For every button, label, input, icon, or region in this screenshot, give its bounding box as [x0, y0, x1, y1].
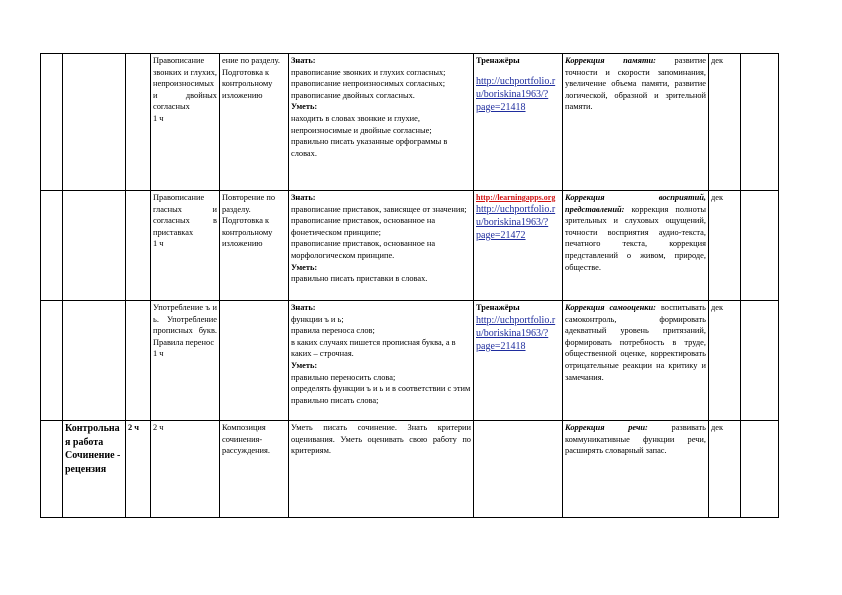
requirements-cell [289, 191, 474, 301]
hours-cell [126, 421, 151, 518]
correction-text: воспитывать самоконтроль, формировать адекватный уровень притязаний, формировать потребность в труде, общественной оценке, корректировать отрицательные реакции на критику и замечания. [565, 303, 706, 382]
know-item: правописание звонких и глухих согласных; [291, 67, 446, 77]
requirements-cell [289, 54, 474, 191]
table-row [41, 191, 779, 301]
table-row [41, 54, 779, 191]
resources-cell [474, 54, 563, 191]
requirements-cell [289, 421, 474, 518]
able-label: Уметь: [291, 102, 318, 112]
correction-cell [563, 421, 709, 518]
fact-date-cell [741, 301, 779, 421]
resources-cell [474, 421, 563, 518]
resource-label: Тренажёры [476, 56, 520, 65]
activity-text: ение по разделу. Подготовка к контрольному изложению [222, 56, 280, 100]
hours-cell [126, 54, 151, 191]
know-item: правописание приставок, зависящее от значения; [291, 204, 467, 214]
hours-cell [126, 191, 151, 301]
section-cell [63, 421, 126, 518]
table-row [41, 301, 779, 421]
know-item: правописание приставок, основанное на фонетическом принципе; [291, 216, 436, 237]
fact-date-cell [741, 191, 779, 301]
able-item: определять функции ъ и ь и в соответствии с этим правильно писать слова; [291, 384, 471, 405]
control-content: Уметь писать сочинение. Знать критерии оценивания. Уметь оценивать свою работу по критериям. [291, 423, 471, 456]
correction-label: Коррекция речи: [565, 423, 648, 432]
know-item: правила переноса слов; [291, 326, 375, 336]
lesson-plan-table [40, 53, 779, 518]
number-cell [41, 421, 63, 518]
control-activity: Композиция сочинения-рассуждения. [222, 423, 270, 456]
fact-date-cell [741, 54, 779, 191]
able-item: находить в словах звонкие и глухие, непроизносимые и двойные согласные; [291, 113, 432, 135]
section-cell [63, 301, 126, 421]
correction-text: развивать коммуникативные функции речи, расширять словарный запас. [565, 423, 707, 456]
requirements-cell [289, 301, 474, 421]
resource-link-primary[interactable]: http://learningapps.org [476, 193, 556, 202]
number-cell [41, 301, 63, 421]
resource-label: Тренажёры [476, 303, 520, 312]
topic-hours: 1 ч [153, 113, 164, 123]
number-cell [41, 191, 63, 301]
able-item: правильно писать указанные орфограммы в словах. [291, 137, 448, 158]
resource-link[interactable]: http://uchportfolio.ru/boriskina1963/?page=21418 [476, 314, 556, 352]
correction-label: Коррекция восприятий, представлений: [565, 193, 706, 214]
topic-cell [151, 421, 220, 518]
activity-cell [220, 191, 289, 301]
number-cell [41, 54, 63, 191]
topic-cell [151, 301, 220, 421]
fact-date-cell [741, 421, 779, 518]
know-item: правописание двойных согласных. [291, 90, 415, 100]
control-hours: 2 ч [128, 423, 140, 432]
hours-cell [126, 301, 151, 421]
know-label: Знать: [291, 193, 316, 202]
able-item: правильно переносить слова; [291, 372, 396, 382]
able-label: Уметь: [291, 262, 318, 272]
correction-label: Коррекция самооценки: [565, 303, 656, 312]
date-cell [709, 54, 741, 191]
activity-cell [220, 421, 289, 518]
date-cell [709, 191, 741, 301]
resource-link[interactable]: http://uchportfolio.ru/boriskina1963/?page=21472 [476, 204, 556, 241]
topic-cell [151, 191, 220, 301]
topic-text: Правописание гласных и согласных в приставках [153, 193, 217, 237]
control-hours-2: 2 ч [153, 423, 164, 432]
correction-cell [563, 54, 709, 191]
date-text: дек [711, 303, 724, 312]
topic-hours: 1 ч [153, 239, 164, 249]
know-item: функции ъ и ь; [291, 314, 344, 324]
date-cell [709, 421, 741, 518]
date-text: дек [711, 423, 724, 432]
topic-text: Правописание звонких и глухих, непроизносимых и двойных согласных [153, 56, 217, 112]
correction-cell [563, 301, 709, 421]
topic-cell [151, 54, 220, 191]
know-label: Знать: [291, 303, 316, 312]
able-item: правильно писать приставки в словах. [291, 274, 428, 284]
correction-label: Коррекция памяти: [565, 56, 656, 65]
date-cell [709, 301, 741, 421]
resources-cell [474, 191, 563, 301]
resource-link[interactable]: http://uchportfolio.ru/boriskina1963/?page=21418 [476, 75, 556, 113]
know-item: в каких случаях пишется прописная буква, а в каких – строчная. [291, 337, 456, 359]
correction-text: развитие точности и скорости запоминания, увеличение объема памяти, развитие логической, образной и зрительной памяти. [565, 56, 707, 112]
topic-hours: 1 ч [153, 349, 164, 359]
topic-text: Употребление ъ и ь. Употребление прописных букв. Правила перенос [153, 303, 217, 347]
table-row [41, 421, 779, 518]
able-label: Уметь: [291, 360, 318, 370]
section-cell [63, 54, 126, 191]
activity-text: Повторение по разделу. Подготовка к контрольному изложению [222, 193, 276, 249]
control-title: Контрольная работа Сочинение - рецензия [65, 423, 121, 475]
section-cell [63, 191, 126, 301]
date-text: дек [711, 193, 724, 202]
correction-text: коррекция полноты зрительных и слуховых ощущений, точности восприятия аудио-текста, печатного текста, коррекция представлений о живом, природе, обществе. [565, 204, 706, 272]
activity-cell [220, 54, 289, 191]
resources-cell [474, 301, 563, 421]
know-item: правописание непроизносимых согласных; [291, 79, 446, 89]
activity-cell [220, 301, 289, 421]
know-item: правописание приставок, основанное на морфологическом принципе. [291, 239, 436, 260]
correction-cell [563, 191, 709, 301]
date-text: дек [711, 56, 724, 65]
know-label: Знать: [291, 56, 316, 65]
